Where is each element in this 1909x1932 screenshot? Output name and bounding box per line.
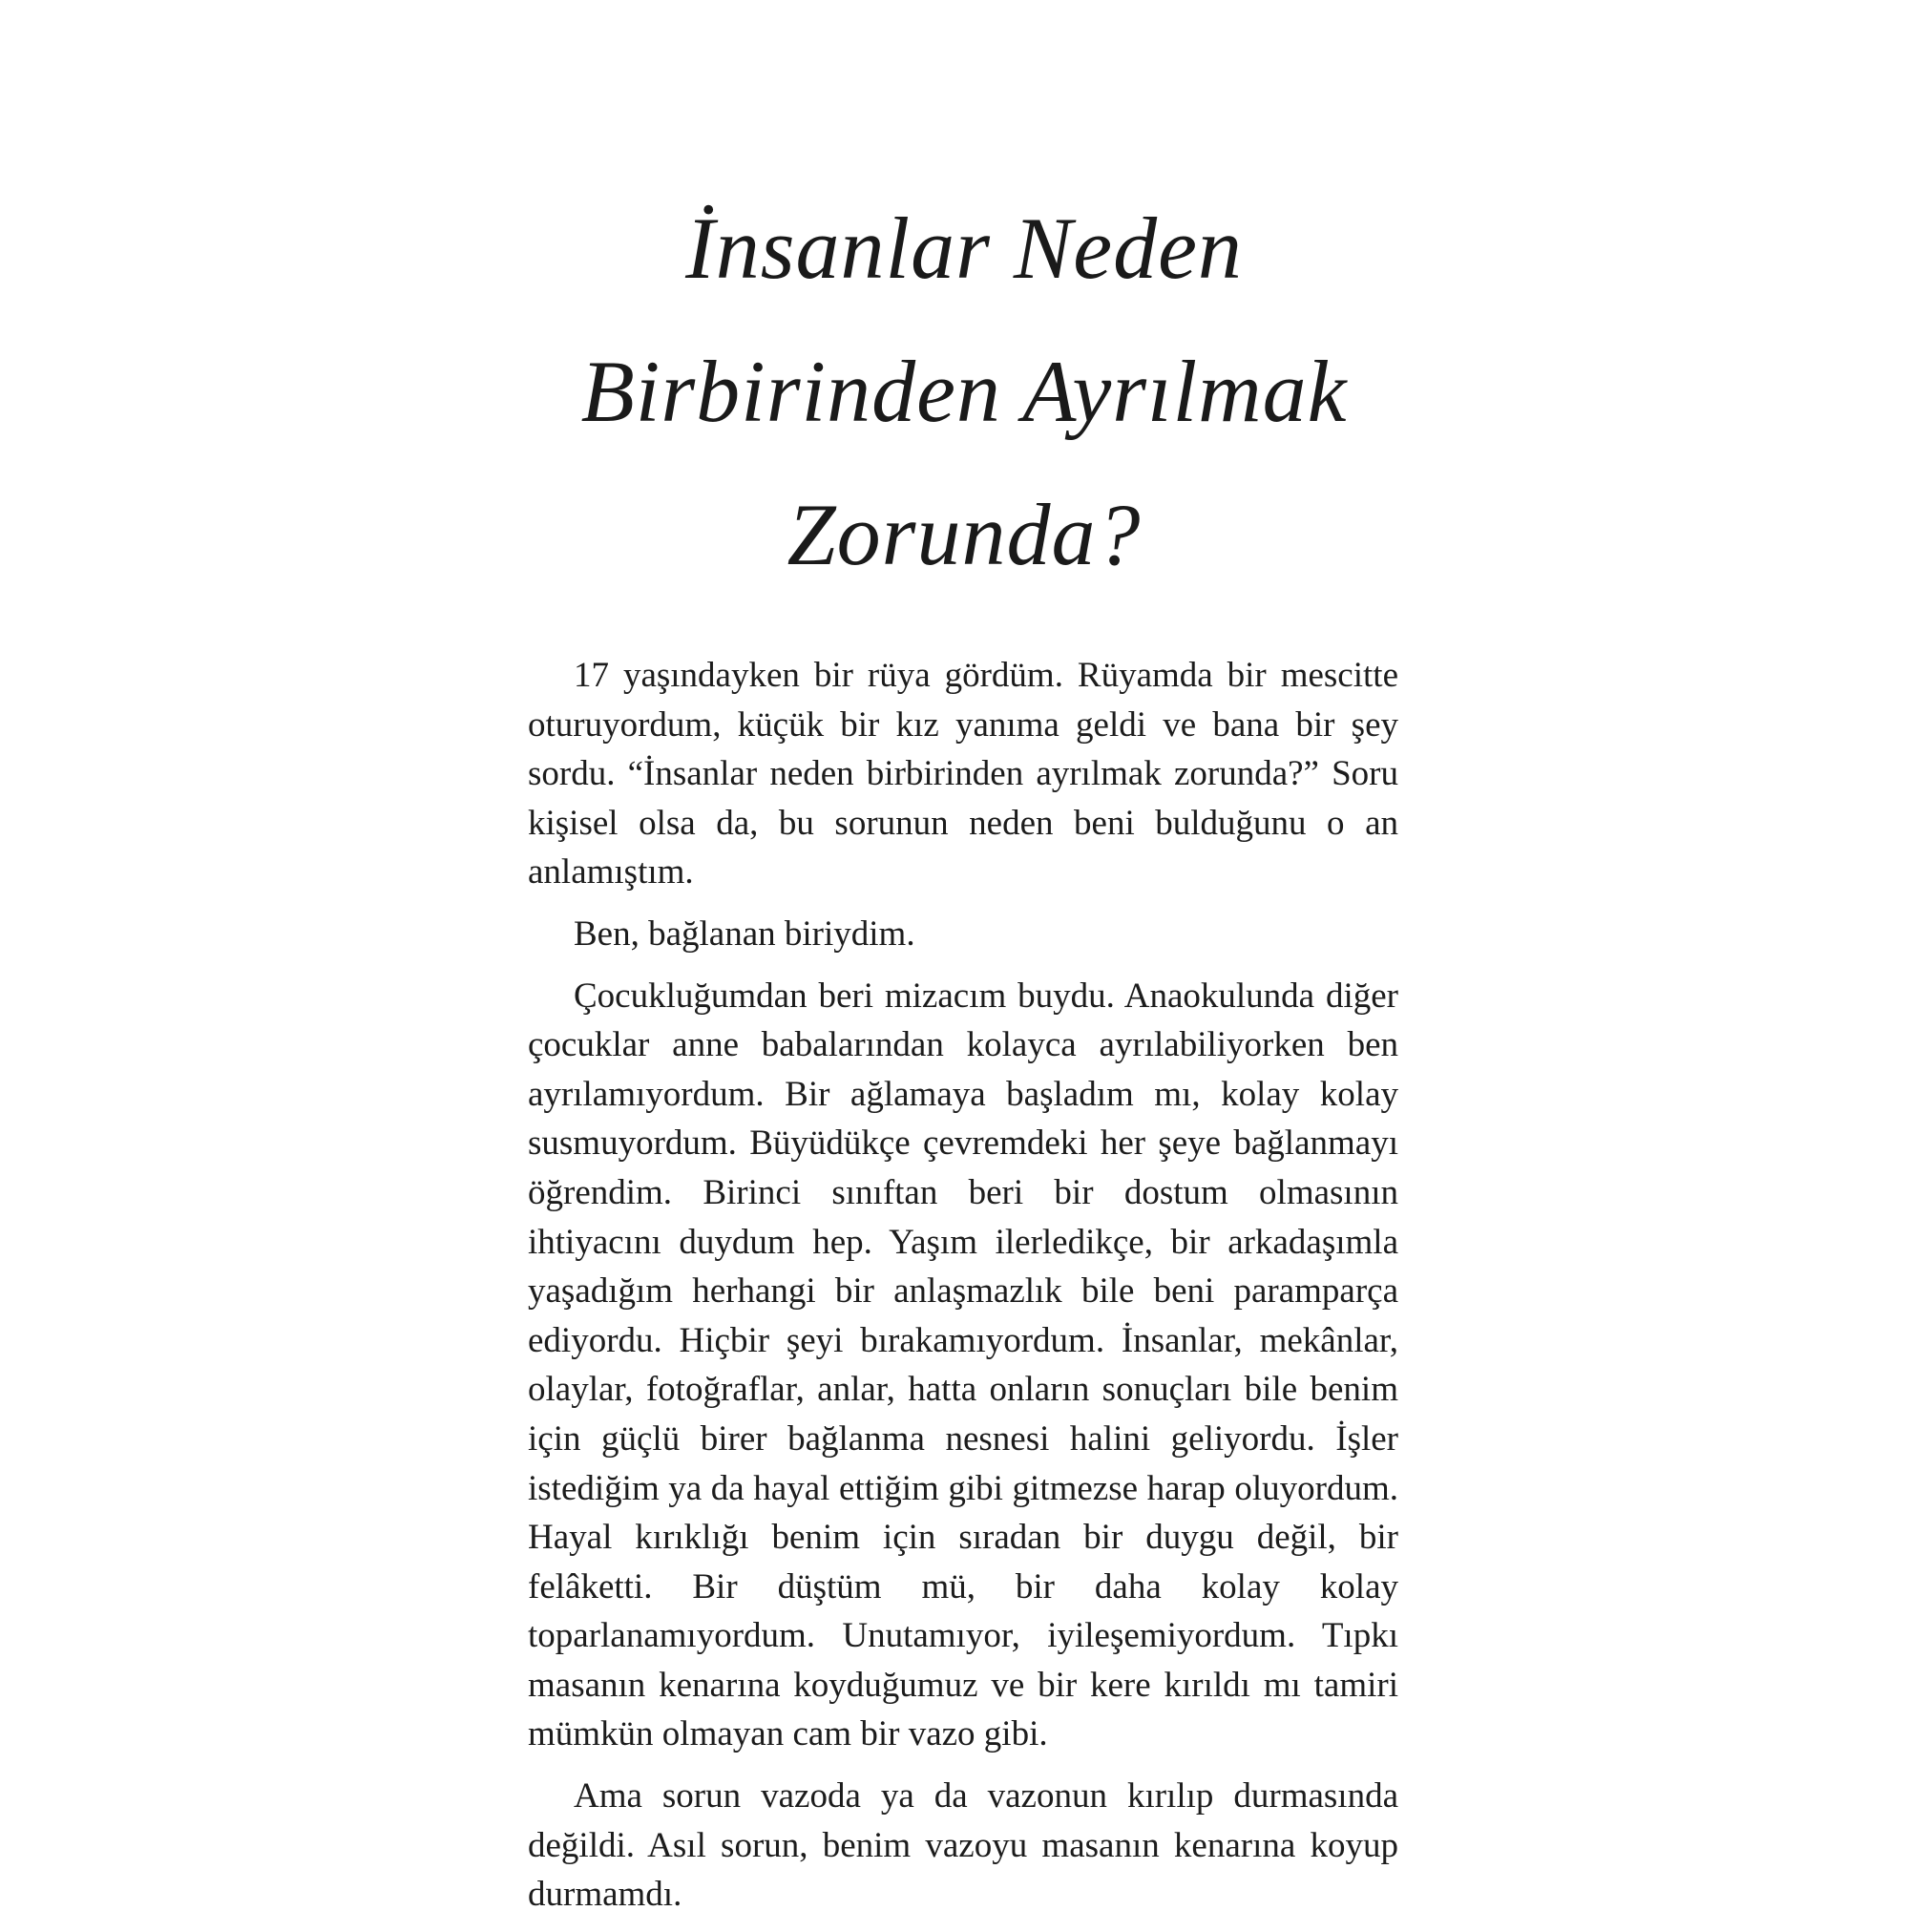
paragraph-3: Çocukluğumdan beri mizacım buydu. Anaokulunda diğer çocuklar anne babalarından kolayca ayrılabiliyorken ben ayrılamıyordum. Bir ağlamaya başladım mı, kolay kolay susmuyordum. Büyüdükçe çevremdeki her şeye bağlanmayı öğrendim. Birinci sınıftan beri bir dostum olmasının ihtiyacını duydum hep. Yaşım ilerledikçe, bir arkadaşımla yaşadığım herhangi bir anlaşmazlık bile beni paramparça ediyordu. Hiçbir şeyi bırakamıyordum. İnsanlar, mekânlar, olaylar, fotoğraflar, anlar, hatta onların sonuçları bile benim için güçlü birer bağlanma nesnesi halini geliyordu. İşler istediğim ya da hayal ettiğim gibi gitmezse harap oluyordum. Hayal kırıklığı benim için sıradan bir duygu değil, bir felâketti. Bir düştüm mü, bir daha kolay kolay toparlanamıyordum. Unutamıyor, iyileşemiyordum. Tıpkı masanın kenarına koyduğumuz ve bir kere kırıldı mı tamiri mümkün olmayan cam bir vazo gibi. <box>528 976 1398 1754</box>
chapter-title-line-2: Birbirinden Ayrılmak <box>580 343 1348 440</box>
chapter-title-line-1: İnsanlar Neden <box>685 200 1243 297</box>
chapter-title-line-3: Zorunda? <box>787 486 1142 583</box>
paragraph-2: Ben, bağlanan biriydim. <box>574 914 915 954</box>
chapter-title <box>535 177 1394 606</box>
paragraph-1: 17 yaşındayken bir rüya gördüm. Rüyamda bir mescitte oturuyordum, küçük bir kız yanıma geldi ve bana bir şey sordu. “İnsanlar neden birbirinden ayrılmak zorunda?” Soru kişisel olsa da, bu sorunun neden beni bulduğunu o an anlamıştım. <box>528 656 1398 892</box>
paragraph-4: Ama sorun vazoda ya da vazonun kırılıp durmasında değildi. Asıl sorun, benim vazoyu masanın kenarına koyup durmamdı. <box>528 1776 1398 1915</box>
body-text <box>528 651 1398 1932</box>
